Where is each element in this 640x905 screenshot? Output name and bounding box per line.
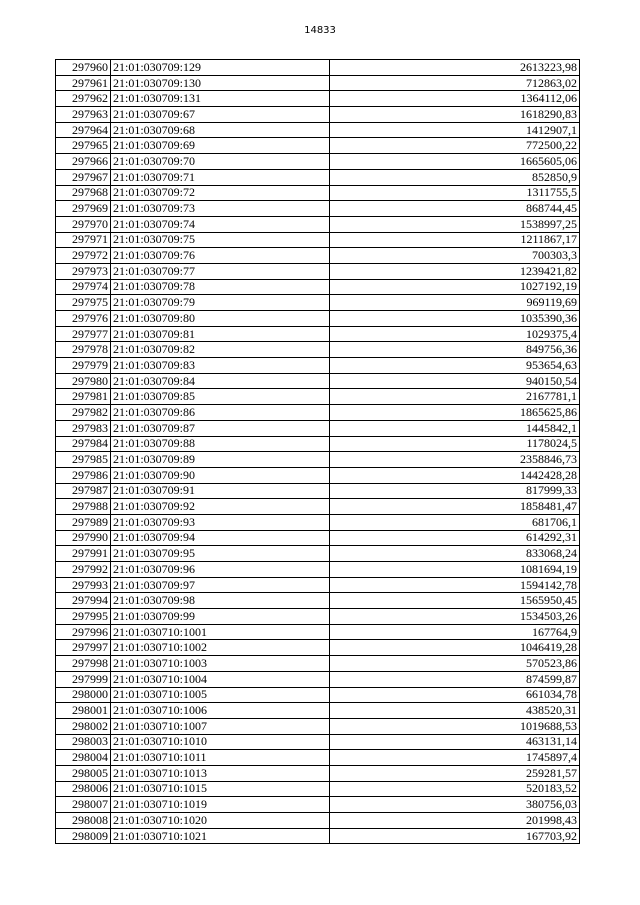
cadastral-value-cell: 1029375,4 bbox=[330, 326, 580, 342]
row-number-cell: 297980 bbox=[56, 373, 111, 389]
table-row bbox=[56, 781, 580, 797]
table-row bbox=[56, 248, 580, 264]
table-row bbox=[56, 75, 580, 91]
cadastral-value-cell: 463131,14 bbox=[330, 734, 580, 750]
row-number-cell: 297989 bbox=[56, 514, 111, 530]
table-row bbox=[56, 154, 580, 170]
row-number-cell: 297987 bbox=[56, 483, 111, 499]
row-number-cell: 297962 bbox=[56, 91, 111, 107]
table-body bbox=[56, 60, 580, 844]
row-number-cell: 297985 bbox=[56, 452, 111, 468]
row-number-cell: 297984 bbox=[56, 436, 111, 452]
cadastral-value-cell: 2613223,98 bbox=[330, 60, 580, 76]
cadastral-number-cell: 21:01:030709:96 bbox=[111, 562, 330, 578]
row-number-cell: 297982 bbox=[56, 405, 111, 421]
cadastral-number-cell: 21:01:030709:92 bbox=[111, 499, 330, 515]
row-number-cell: 297993 bbox=[56, 577, 111, 593]
cadastral-value-cell: 1178024,5 bbox=[330, 436, 580, 452]
cadastral-number-cell: 21:01:030710:1021 bbox=[111, 828, 330, 844]
cadastral-number-cell: 21:01:030709:73 bbox=[111, 201, 330, 217]
cadastral-number-cell: 21:01:030710:1003 bbox=[111, 656, 330, 672]
cadastral-number-cell: 21:01:030709:78 bbox=[111, 279, 330, 295]
cadastral-value-cell: 953654,63 bbox=[330, 358, 580, 374]
row-number-cell: 297969 bbox=[56, 201, 111, 217]
row-number-cell: 297998 bbox=[56, 656, 111, 672]
table-row bbox=[56, 389, 580, 405]
cadastral-number-cell: 21:01:030709:85 bbox=[111, 389, 330, 405]
row-number-cell: 297992 bbox=[56, 562, 111, 578]
table-row bbox=[56, 734, 580, 750]
cadastral-value-cell: 1081694,19 bbox=[330, 562, 580, 578]
table-row bbox=[56, 201, 580, 217]
cadastral-number-cell: 21:01:030709:82 bbox=[111, 342, 330, 358]
row-number-cell: 297994 bbox=[56, 593, 111, 609]
cadastral-value-cell: 1594142,78 bbox=[330, 577, 580, 593]
cadastral-number-cell: 21:01:030710:1020 bbox=[111, 813, 330, 829]
row-number-cell: 297963 bbox=[56, 107, 111, 123]
row-number-cell: 297974 bbox=[56, 279, 111, 295]
cadastral-value-cell: 1239421,82 bbox=[330, 263, 580, 279]
cadastral-value-cell: 1565950,45 bbox=[330, 593, 580, 609]
table-row bbox=[56, 828, 580, 844]
cadastral-value-cell: 1311755,5 bbox=[330, 185, 580, 201]
cadastral-value-cell: 1019688,53 bbox=[330, 718, 580, 734]
cadastral-number-cell: 21:01:030710:1011 bbox=[111, 750, 330, 766]
cadastral-number-cell: 21:01:030709:88 bbox=[111, 436, 330, 452]
table-row bbox=[56, 326, 580, 342]
cadastral-number-cell: 21:01:030710:1001 bbox=[111, 624, 330, 640]
cadastral-value-cell: 1412907,1 bbox=[330, 122, 580, 138]
cadastral-number-cell: 21:01:030709:89 bbox=[111, 452, 330, 468]
cadastral-value-cell: 700303,3 bbox=[330, 248, 580, 264]
cadastral-number-cell: 21:01:030710:1006 bbox=[111, 703, 330, 719]
row-number-cell: 297960 bbox=[56, 60, 111, 76]
table-row bbox=[56, 107, 580, 123]
table-row bbox=[56, 514, 580, 530]
row-number-cell: 297997 bbox=[56, 640, 111, 656]
cadastral-value-cell: 1035390,36 bbox=[330, 311, 580, 327]
cadastral-number-cell: 21:01:030709:131 bbox=[111, 91, 330, 107]
table-row bbox=[56, 577, 580, 593]
row-number-cell: 298004 bbox=[56, 750, 111, 766]
cadastral-value-cell: 852850,9 bbox=[330, 169, 580, 185]
cadastral-value-cell: 1538997,25 bbox=[330, 216, 580, 232]
cadastral-value-cell: 681706,1 bbox=[330, 514, 580, 530]
table-row bbox=[56, 122, 580, 138]
table-row bbox=[56, 216, 580, 232]
row-number-cell: 297964 bbox=[56, 122, 111, 138]
row-number-cell: 297977 bbox=[56, 326, 111, 342]
cadastral-value-cell: 167764,9 bbox=[330, 624, 580, 640]
cadastral-number-cell: 21:01:030710:1010 bbox=[111, 734, 330, 750]
cadastral-value-cell: 380756,03 bbox=[330, 797, 580, 813]
cadastral-value-table bbox=[55, 59, 580, 844]
table-row bbox=[56, 436, 580, 452]
cadastral-number-cell: 21:01:030709:99 bbox=[111, 609, 330, 625]
table-row bbox=[56, 609, 580, 625]
row-number-cell: 297990 bbox=[56, 530, 111, 546]
cadastral-number-cell: 21:01:030709:81 bbox=[111, 326, 330, 342]
table-row bbox=[56, 593, 580, 609]
cadastral-number-cell: 21:01:030709:72 bbox=[111, 185, 330, 201]
table-row bbox=[56, 499, 580, 515]
table-row bbox=[56, 483, 580, 499]
cadastral-number-cell: 21:01:030710:1005 bbox=[111, 687, 330, 703]
table-row bbox=[56, 687, 580, 703]
cadastral-number-cell: 21:01:030709:80 bbox=[111, 311, 330, 327]
row-number-cell: 297976 bbox=[56, 311, 111, 327]
cadastral-number-cell: 21:01:030709:98 bbox=[111, 593, 330, 609]
table-row bbox=[56, 750, 580, 766]
cadastral-number-cell: 21:01:030709:70 bbox=[111, 154, 330, 170]
cadastral-number-cell: 21:01:030710:1007 bbox=[111, 718, 330, 734]
cadastral-number-cell: 21:01:030709:74 bbox=[111, 216, 330, 232]
cadastral-number-cell: 21:01:030709:69 bbox=[111, 138, 330, 154]
cadastral-value-cell: 570523,86 bbox=[330, 656, 580, 672]
row-number-cell: 298000 bbox=[56, 687, 111, 703]
page-number: 14833 bbox=[304, 25, 336, 36]
row-number-cell: 297988 bbox=[56, 499, 111, 515]
table-row bbox=[56, 138, 580, 154]
cadastral-number-cell: 21:01:030709:95 bbox=[111, 546, 330, 562]
table-row bbox=[56, 169, 580, 185]
table-row bbox=[56, 295, 580, 311]
table-row bbox=[56, 656, 580, 672]
cadastral-value-cell: 1211867,17 bbox=[330, 232, 580, 248]
row-number-cell: 297975 bbox=[56, 295, 111, 311]
row-number-cell: 297981 bbox=[56, 389, 111, 405]
cadastral-number-cell: 21:01:030710:1002 bbox=[111, 640, 330, 656]
cadastral-value-cell: 1364112,06 bbox=[330, 91, 580, 107]
cadastral-number-cell: 21:01:030710:1004 bbox=[111, 671, 330, 687]
row-number-cell: 297983 bbox=[56, 420, 111, 436]
cadastral-value-cell: 1858481,47 bbox=[330, 499, 580, 515]
cadastral-value-cell: 868744,45 bbox=[330, 201, 580, 217]
cadastral-value-cell: 1618290,83 bbox=[330, 107, 580, 123]
cadastral-value-cell: 1665605,06 bbox=[330, 154, 580, 170]
row-number-cell: 297986 bbox=[56, 467, 111, 483]
table-row bbox=[56, 420, 580, 436]
cadastral-value-cell: 1046419,28 bbox=[330, 640, 580, 656]
row-number-cell: 298009 bbox=[56, 828, 111, 844]
cadastral-value-cell: 1442428,28 bbox=[330, 467, 580, 483]
row-number-cell: 298007 bbox=[56, 797, 111, 813]
table-row bbox=[56, 452, 580, 468]
cadastral-value-cell: 614292,31 bbox=[330, 530, 580, 546]
row-number-cell: 297966 bbox=[56, 154, 111, 170]
cadastral-number-cell: 21:01:030709:83 bbox=[111, 358, 330, 374]
cadastral-value-cell: 1534503,26 bbox=[330, 609, 580, 625]
cadastral-number-cell: 21:01:030710:1015 bbox=[111, 781, 330, 797]
table-row bbox=[56, 185, 580, 201]
row-number-cell: 297967 bbox=[56, 169, 111, 185]
cadastral-value-cell: 520183,52 bbox=[330, 781, 580, 797]
cadastral-value-cell: 817999,33 bbox=[330, 483, 580, 499]
table-row bbox=[56, 358, 580, 374]
cadastral-number-cell: 21:01:030709:68 bbox=[111, 122, 330, 138]
cadastral-number-cell: 21:01:030709:97 bbox=[111, 577, 330, 593]
row-number-cell: 297979 bbox=[56, 358, 111, 374]
table-row bbox=[56, 640, 580, 656]
cadastral-number-cell: 21:01:030710:1013 bbox=[111, 765, 330, 781]
table-row bbox=[56, 671, 580, 687]
row-number-cell: 298001 bbox=[56, 703, 111, 719]
cadastral-value-cell: 712863,02 bbox=[330, 75, 580, 91]
table-row bbox=[56, 703, 580, 719]
table-row bbox=[56, 373, 580, 389]
row-number-cell: 297970 bbox=[56, 216, 111, 232]
cadastral-value-cell: 849756,36 bbox=[330, 342, 580, 358]
cadastral-number-cell: 21:01:030709:76 bbox=[111, 248, 330, 264]
table-row bbox=[56, 797, 580, 813]
row-number-cell: 297965 bbox=[56, 138, 111, 154]
cadastral-value-cell: 2358846,73 bbox=[330, 452, 580, 468]
row-number-cell: 297991 bbox=[56, 546, 111, 562]
table-row bbox=[56, 624, 580, 640]
row-number-cell: 297978 bbox=[56, 342, 111, 358]
row-number-cell: 297995 bbox=[56, 609, 111, 625]
cadastral-value-cell: 940150,54 bbox=[330, 373, 580, 389]
cadastral-value-cell: 874599,87 bbox=[330, 671, 580, 687]
cadastral-value-cell: 969119,69 bbox=[330, 295, 580, 311]
cadastral-number-cell: 21:01:030709:87 bbox=[111, 420, 330, 436]
table-row bbox=[56, 311, 580, 327]
table-row bbox=[56, 342, 580, 358]
table-row bbox=[56, 562, 580, 578]
row-number-cell: 298006 bbox=[56, 781, 111, 797]
cadastral-number-cell: 21:01:030710:1019 bbox=[111, 797, 330, 813]
cadastral-number-cell: 21:01:030709:94 bbox=[111, 530, 330, 546]
cadastral-value-cell: 1445842,1 bbox=[330, 420, 580, 436]
row-number-cell: 297973 bbox=[56, 263, 111, 279]
cadastral-value-cell: 661034,78 bbox=[330, 687, 580, 703]
cadastral-number-cell: 21:01:030709:75 bbox=[111, 232, 330, 248]
cadastral-value-cell: 1027192,19 bbox=[330, 279, 580, 295]
cadastral-value-cell: 438520,31 bbox=[330, 703, 580, 719]
table-row bbox=[56, 279, 580, 295]
row-number-cell: 297996 bbox=[56, 624, 111, 640]
table-row bbox=[56, 530, 580, 546]
cadastral-number-cell: 21:01:030709:67 bbox=[111, 107, 330, 123]
cadastral-value-cell: 1745897,4 bbox=[330, 750, 580, 766]
cadastral-value-cell: 2167781,1 bbox=[330, 389, 580, 405]
row-number-cell: 297972 bbox=[56, 248, 111, 264]
cadastral-number-cell: 21:01:030709:77 bbox=[111, 263, 330, 279]
row-number-cell: 298003 bbox=[56, 734, 111, 750]
table-row bbox=[56, 263, 580, 279]
cadastral-number-cell: 21:01:030709:79 bbox=[111, 295, 330, 311]
table-row bbox=[56, 718, 580, 734]
cadastral-number-cell: 21:01:030709:71 bbox=[111, 169, 330, 185]
cadastral-number-cell: 21:01:030709:84 bbox=[111, 373, 330, 389]
row-number-cell: 297968 bbox=[56, 185, 111, 201]
row-number-cell: 297961 bbox=[56, 75, 111, 91]
row-number-cell: 297971 bbox=[56, 232, 111, 248]
table-row bbox=[56, 91, 580, 107]
cadastral-number-cell: 21:01:030709:90 bbox=[111, 467, 330, 483]
table-row bbox=[56, 60, 580, 76]
cadastral-value-cell: 772500,22 bbox=[330, 138, 580, 154]
cadastral-value-cell: 1865625,86 bbox=[330, 405, 580, 421]
table-row bbox=[56, 546, 580, 562]
cadastral-number-cell: 21:01:030709:86 bbox=[111, 405, 330, 421]
row-number-cell: 297999 bbox=[56, 671, 111, 687]
row-number-cell: 298002 bbox=[56, 718, 111, 734]
cadastral-number-cell: 21:01:030709:91 bbox=[111, 483, 330, 499]
cadastral-value-cell: 833068,24 bbox=[330, 546, 580, 562]
table-row bbox=[56, 813, 580, 829]
table-row bbox=[56, 765, 580, 781]
row-number-cell: 298008 bbox=[56, 813, 111, 829]
cadastral-number-cell: 21:01:030709:130 bbox=[111, 75, 330, 91]
table-row bbox=[56, 232, 580, 248]
table-row bbox=[56, 405, 580, 421]
row-number-cell: 298005 bbox=[56, 765, 111, 781]
cadastral-value-cell: 167703,92 bbox=[330, 828, 580, 844]
cadastral-value-cell: 259281,57 bbox=[330, 765, 580, 781]
cadastral-value-cell: 201998,43 bbox=[330, 813, 580, 829]
table-row bbox=[56, 467, 580, 483]
cadastral-number-cell: 21:01:030709:129 bbox=[111, 60, 330, 76]
cadastral-number-cell: 21:01:030709:93 bbox=[111, 514, 330, 530]
